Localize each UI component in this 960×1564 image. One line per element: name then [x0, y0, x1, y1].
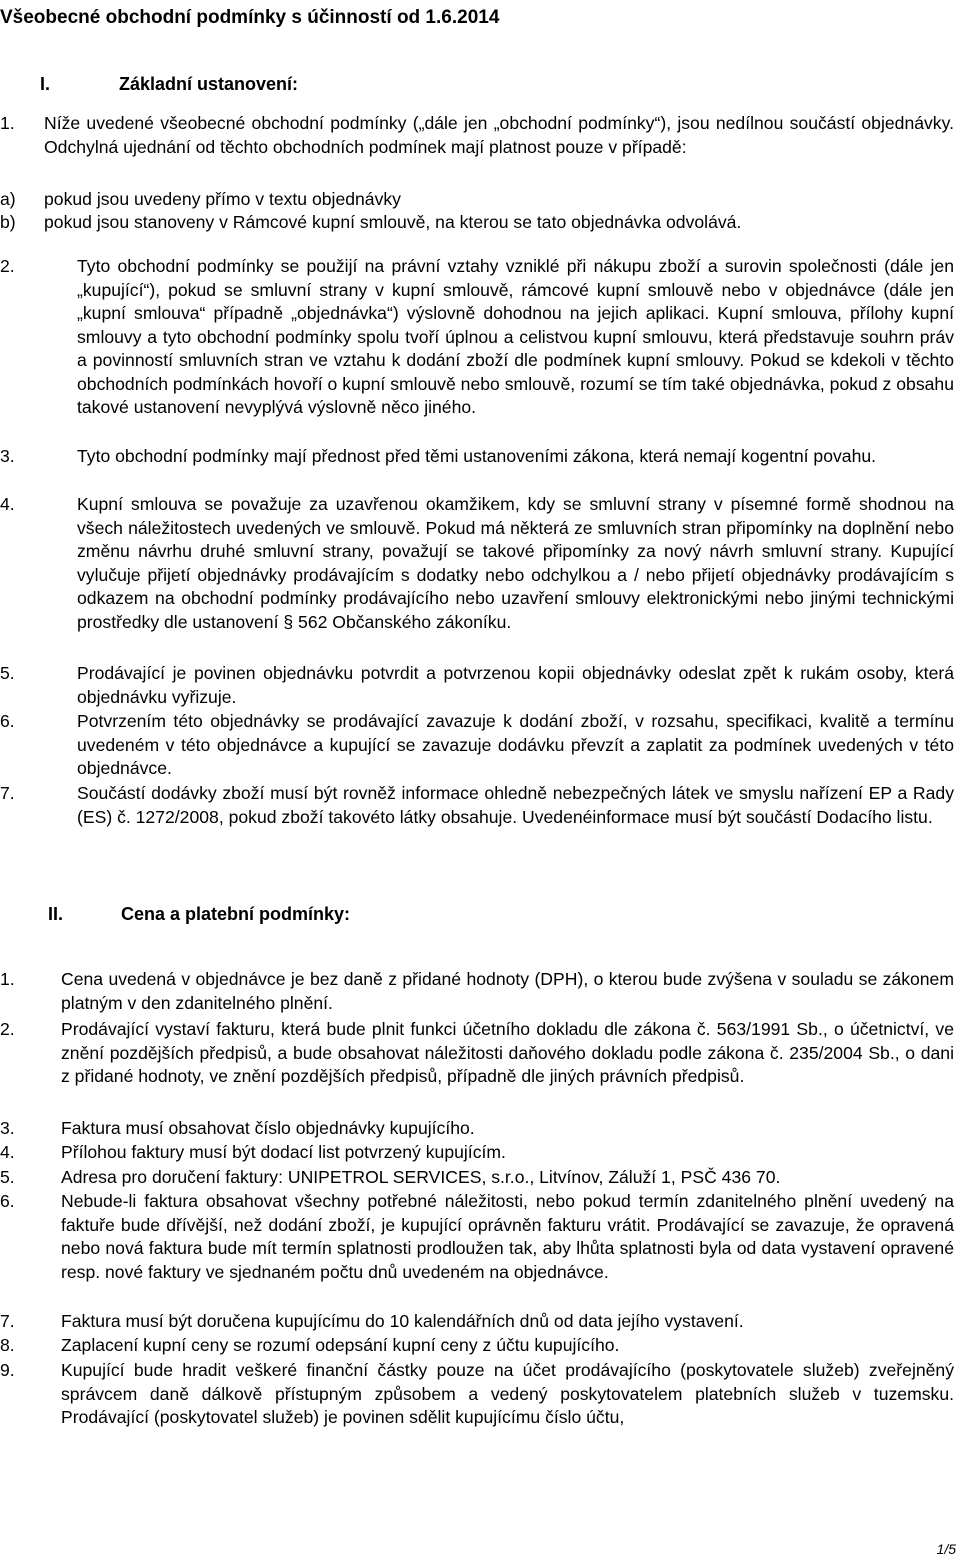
- item-text: Faktura musí být doručena kupujícímu do 10 kalendářních dnů od data jejího vystavení.: [61, 1311, 744, 1331]
- section-1-number: I.: [40, 74, 51, 94]
- item-text: Zaplacení kupní ceny se rozumí odepsání kupní ceny z účtu kupujícího.: [61, 1335, 620, 1355]
- item-number: 4.: [0, 1142, 15, 1162]
- section-2-item-2: [0, 1018, 954, 1089]
- section-2-item-6: [0, 1190, 954, 1284]
- item-number: 6.: [0, 711, 15, 731]
- item-number: 8.: [0, 1335, 15, 1355]
- sub-text: pokud jsou stanoveny v Rámcové kupní smlouvě, na kterou se tato objednávka odvolává.: [44, 212, 742, 232]
- item-number: 1.: [0, 113, 15, 133]
- item-number: 5.: [0, 663, 15, 683]
- section-2-number: II.: [48, 904, 64, 924]
- section-1-title: Základní ustanovení:: [119, 74, 299, 94]
- section-1-item-6: [0, 710, 954, 781]
- item-number: 2.: [0, 256, 15, 276]
- section-2-item-8: [0, 1334, 954, 1358]
- item-number: 3.: [0, 1118, 15, 1138]
- section-1-item-1: [0, 112, 954, 159]
- page-number: 1/5: [936, 1541, 956, 1557]
- item-text: Tyto obchodní podmínky mají přednost před těmi ustanoveními zákona, která nemají kogentní povahu.: [77, 446, 877, 466]
- sub-label: b): [0, 212, 16, 232]
- item-text: Níže uvedené všeobecné obchodní podmínky („dále jen „obchodní podmínky“), jsou nedílnou součástí objednávky. Odchylná ujednání od těchto obchodních podmínek mají platnost pouze v případě:: [44, 113, 954, 157]
- section-1-item-1-sub-a: [0, 188, 401, 212]
- section-1-item-3: [0, 445, 954, 469]
- section-2-item-4: [0, 1141, 954, 1165]
- item-number: 7.: [0, 1311, 15, 1331]
- item-text: Cena uvedená v objednávce je bez daně z přidané hodnoty (DPH), o kterou bude zvýšena v souladu se zákonem platným v den zdanitelného plnění.: [61, 969, 954, 1013]
- section-1-item-5: [0, 662, 954, 709]
- item-text: Prodávající vystaví fakturu, která bude plnit funkci účetního dokladu dle zákona č. 563/1991 Sb., o účetnictví, ve znění pozdějších předpisů, a bude obsahovat náležitosti daňového dokladu podle zákona č. 235/2004 Sb., o dani z přidané hodnoty, ve znění pozdějších předpisů, případně dle jiných právních předpisů.: [61, 1019, 954, 1086]
- item-text: Adresa pro doručení faktury: UNIPETROL SERVICES, s.r.o., Litvínov, Záluží 1, PSČ 436 70.: [61, 1167, 781, 1187]
- item-text: Nebude-li faktura obsahovat všechny potřebné náležitosti, nebo pokud termín zdanitelného plnění uvedený na faktuře bude dřívější, než dodání zboží, je kupující oprávněn fakturu vrátit. Prodávající se zavazuje, že opravená nebo nová faktura bude mít termín splatnosti prodloužen tak, aby lhůta splatnosti byla od data vystavení opravené resp. nové faktury ve sjednaném počtu dnů uvedeném na objednávce.: [61, 1191, 954, 1282]
- item-number: 4.: [0, 494, 15, 514]
- item-text: Součástí dodávky zboží musí být rovněž informace ohledně nebezpečných látek ve smyslu nařízení EP a Rady (ES) č. 1272/2008, pokud zboží takovéto látky obsahuje. Uvedenéinformace musí být součástí Dodacího listu.: [77, 783, 954, 827]
- item-number: 3.: [0, 446, 15, 466]
- section-2-item-5: [0, 1166, 954, 1190]
- item-number: 7.: [0, 783, 15, 803]
- sub-label: a): [0, 189, 16, 209]
- section-2-item-3: [0, 1117, 954, 1141]
- item-text: Tyto obchodní podmínky se použijí na právní vztahy vzniklé při nákupu zboží a surovin společnosti (dále jen „kupující“), pokud se smluvní strany v kupní smlouvě, rámcové kupní smlouvě nebo v objednávce (dále jen „kupní smlouva“ případně „objednávka“) výslovně dohodnou na jejich aplikaci. Kupní smlouva, přílohy kupní smlouvy a tyto obchodní podmínky spolu tvoří úplnou a celistvou kupní smlouvu, která představuje souhrn práv a povinností smluvních stran ve vztahu k dodání zboží dle podmínek kupní smlouvy. Pokud se kdekoli v těchto obchodních podmínkách hovoří o kupní smlouvě nebo smlouvě, rozumí se tím také objednávka, pokud z obsahu takové ustanovení nevyplývá výslovně něco jiného.: [77, 256, 954, 417]
- item-number: 2.: [0, 1019, 15, 1039]
- section-2-item-9: [0, 1359, 954, 1430]
- section-1-item-1-sub-b: [0, 211, 741, 235]
- item-text: Kupní smlouva se považuje za uzavřenou okamžikem, kdy se smluvní strany v písemné formě shodnou na všech náležitostech uvedených ve smlouvě. Pokud má některá ze smluvních stran připomínky na doplnění nebo změnu návrhu druhé smluvní strany, považují se takové připomínky za nový návrh smluvní strany. Kupující vylučuje přijetí objednávky prodávajícím s dodatky nebo odchylkou a / nebo přijetí objednávky prodávajícím s odkazem na obchodní podmínky prodávajícího nebo uzavření smlouvy elektronickými nebo jinými technickými prostředky dle ustanovení § 562 Občanského zákoníku.: [77, 494, 954, 632]
- section-1-item-7: [0, 782, 954, 829]
- section-1-item-2: [0, 255, 954, 420]
- item-text: Faktura musí obsahovat číslo objednávky kupujícího.: [61, 1118, 475, 1138]
- item-text: Přílohou faktury musí být dodací list potvrzený kupujícím.: [61, 1142, 506, 1162]
- document-title: Všeobecné obchodní podmínky s účinností od 1.6.2014: [0, 7, 500, 28]
- section-2-title: Cena a platební podmínky:: [121, 904, 351, 924]
- section-2-item-1: [0, 968, 954, 1015]
- item-number: 1.: [0, 969, 15, 989]
- item-number: 6.: [0, 1191, 15, 1211]
- section-2-item-7: [0, 1310, 954, 1334]
- item-text: Potvrzením této objednávky se prodávající zavazuje k dodání zboží, v rozsahu, specifikaci, kvalitě a termínu uvedeném v této objednávce a kupující se zavazuje dodávku převzít a zaplatit za podmínek uvedených v této objednávce.: [77, 711, 954, 778]
- section-1-item-4: [0, 493, 954, 634]
- item-number: 5.: [0, 1167, 15, 1187]
- item-text: Kupující bude hradit veškeré finanční částky pouze na účet prodávajícího (poskytovatele služeb) zveřejněný správcem daně dálkově přístupným způsobem a vedený poskytovatelem platebních služeb v tuzemsku. Prodávající (poskytovatel služeb) je povinen sdělit kupujícímu číslo účtu,: [61, 1360, 954, 1427]
- item-number: 9.: [0, 1360, 15, 1380]
- sub-text: pokud jsou uvedeny přímo v textu objednávky: [44, 189, 401, 209]
- item-text: Prodávající je povinen objednávku potvrdit a potvrzenou kopii objednávky odeslat zpět k rukám osoby, která objednávku vyřizuje.: [77, 663, 954, 707]
